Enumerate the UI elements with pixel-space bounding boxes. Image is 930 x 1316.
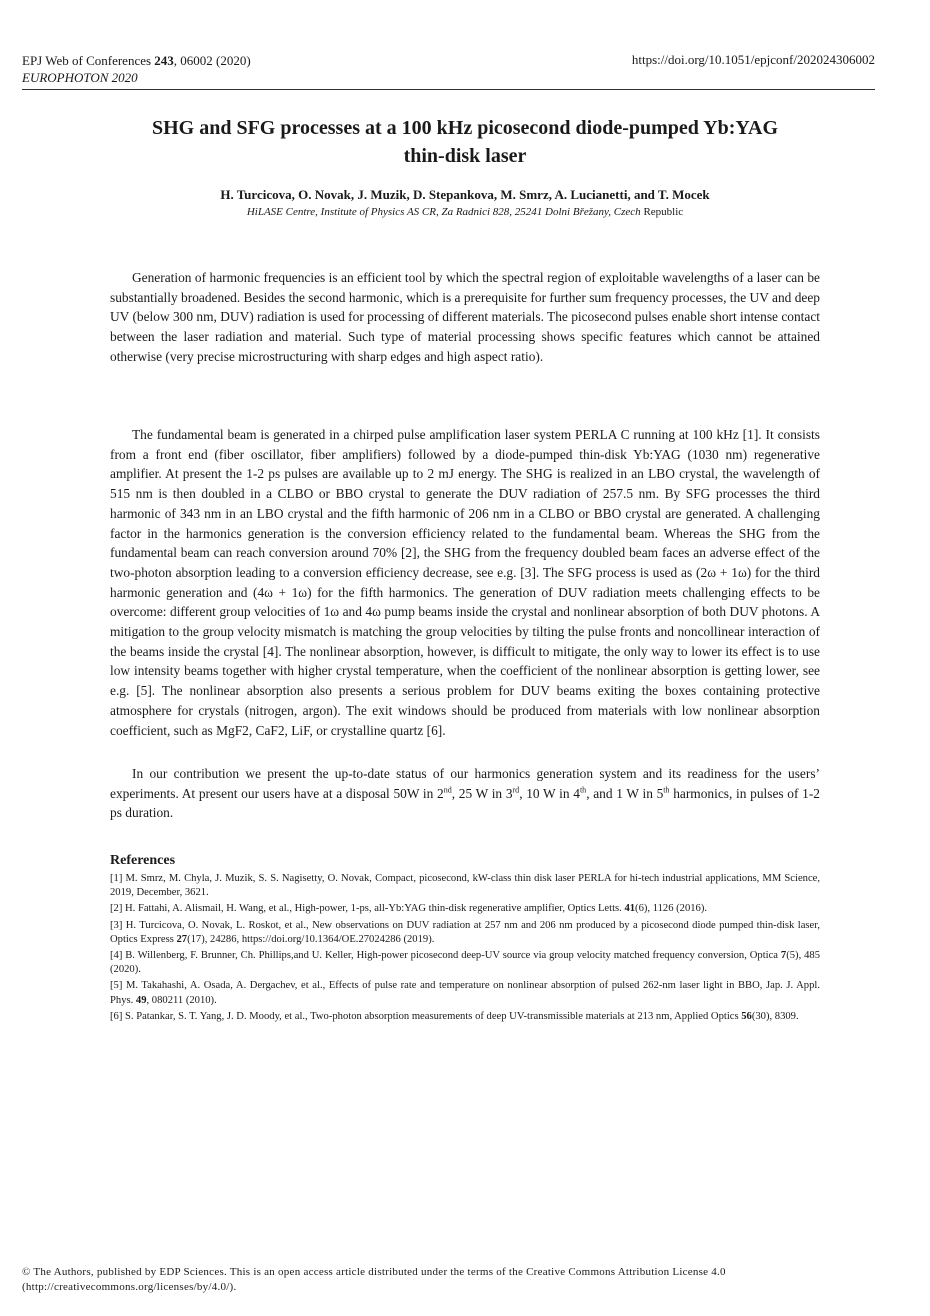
paper-title: SHG and SFG processes at a 100 kHz picosecond diode-pumped Yb:YAG thin-disk laser <box>151 117 778 167</box>
reference-item: [5] M. Takahashi, A. Osada, A. Dergachev, et al., Effects of pulse rate and temperature on nonlinear absorption of pulsed 262-nm laser light in BBO, Jap. J. Appl. Phys. 49, 080211 (2010). <box>110 980 820 1006</box>
conference-name: EUROPHOTON 2020 <box>22 70 138 85</box>
reference-list <box>110 872 820 1026</box>
paragraph-1: Generation of harmonic frequencies is an efficient tool by which the spectral region of exploitable wavelengths of a laser can be substantially broadened. Besides the second harmonic, which is a prerequisite for further sum frequency processes, the UV and deep UV (below 300 nm, DUV) radiation is used for processing of different materials. The picosecond pulses enable short intense contact between the laser radiation and material. Such type of material processing shows specific features which cannot be attained otherwise (very precise microstructuring with sharp edges and high aspect ratio). <box>110 270 820 364</box>
volume-number: 243 <box>154 53 174 68</box>
paragraph-3: In our contribution we present the up-to-date status of our harmonics generation system and its readiness for the users’ experiments. At present our users have at a disposal 50W in 2nd, 25 W in 3rd, 10 W in 4th, and 1 W in 5th harmonics, in pulses of 1-2 ps duration. <box>110 766 820 821</box>
license-footer: © The Authors, published by EDP Sciences. This is an open access article distributed under the terms of the Creative Commons Attribution License 4.0 (http://creativecommons.org/licenses/by/4.0/). <box>22 1266 726 1293</box>
reference-item: [4] B. Willenberg, F. Brunner, Ch. Phillips,and U. Keller, High-power picosecond deep-UV source via group velocity matched frequency conversion, Optica 7(5), 485 (2020). <box>110 950 821 976</box>
journal-citation: EPJ Web of Conferences 243, 06002 (2020) <box>22 53 251 68</box>
reference-item: [3] H. Turcicova, O. Novak, L. Roskot, et al., New observations on DUV radiation at 257 nm and 206 nm produced by a picosecond diode pumped thin-disk laser, Optics Express 27(17), 24286, https://doi.org/10.1364/OE.27024286 (2019). <box>110 919 820 945</box>
affiliation: HiLASE Centre, Institute of Physics AS CR, Za Radnici 828, 25241 Dolni Břežany, Czech Republic <box>246 206 684 218</box>
doi-link[interactable]: https://doi.org/10.1051/epjconf/202024306002 <box>631 52 875 67</box>
running-header-left <box>22 52 251 86</box>
references-heading: References <box>110 853 176 868</box>
reference-item: [2] H. Fattahi, A. Alismail, H. Wang, et al., High-power, 1-ps, all-Yb:YAG thin-disk regenerative amplifier, Optics Letts. 41(6), 1126 (2016). <box>110 903 708 915</box>
author-list: H. Turcicova, O. Novak, J. Muzik, D. Stepankova, M. Smrz, A. Lucianetti, and T. Mocek <box>220 187 710 202</box>
reference-item: [6] S. Patankar, S. T. Yang, J. D. Moody, et al., Two-photon absorption measurements of deep UV-transmissible materials at 213 nm, Applied Optics 56(30), 8309. <box>110 1010 799 1022</box>
reference-item: [1] M. Smrz, M. Chyla, J. Muzik, S. S. Nagisetty, O. Novak, Compact, picosecond, kW-class thin disk laser PERLA for hi-tech industrial applications, MM Science, 2019, December, 3621. <box>110 873 820 899</box>
header-divider <box>22 89 875 90</box>
paragraph-2: The fundamental beam is generated in a chirped pulse amplification laser system PERLA C running at 100 kHz [1]. It consists from a front end (fiber oscillator, fiber amplifiers) followed by a diode-pumped thin-disk Yb:YAG (1030 nm) regenerative amplifier. At present the 1-2 ps pulses are available up to 2 mJ energy. The SHG is realized in an LBO crystal, the wavelength of 515 nm is then doubled in a CLBO or BBO crystal to generate the DUV radiation of 257.5 nm. By SFG processes the third harmonic of 343 nm in an LBO crystal and the fifth harmonic of 206 nm in a CLBO or BBO crystal are generated. A challenging factor in the harmonics generation is the conversion efficiency related to the fundamental beam. Whereas the SHG from the fundamental beam can reach conversion around 70% [2], the SHG from the frequency doubled beam faces an adverse effect of the two-photon absorption leading to a conversion efficiency decrease, see e.g. [3]. The SFG process is used as (2ω + 1ω) for the third harmonic generation and (4ω + 1ω) for the fifth harmonics. The generation of DUV radiation meets challenging effects to be overcome: different group velocities of 1ω and 4ω pump beams inside the crystal and nonlinear absorption of both DUV photons. A mitigation to the group velocity mismatch is matching the group velocities by tilting the pulse fronts and noncollinear interaction of the beams inside the crystal [4]. The nonlinear absorption, however, is difficult to mitigate, the only way to lower its effect is to use low intensity beams together with higher crystal temperature, when the coefficient of the nonlinear absorption is getting lower, see e.g. [5]. The nonlinear absorption also presents a serious problem for DUV beams exiting the boxes containing protective atmosphere for crystals (nitrogen, argon). The exit windows should be produced from materials with low nonlinear absorption coefficient, such as MgF2, CaF2, LiF, or crystalline quartz [6]. <box>110 427 820 738</box>
